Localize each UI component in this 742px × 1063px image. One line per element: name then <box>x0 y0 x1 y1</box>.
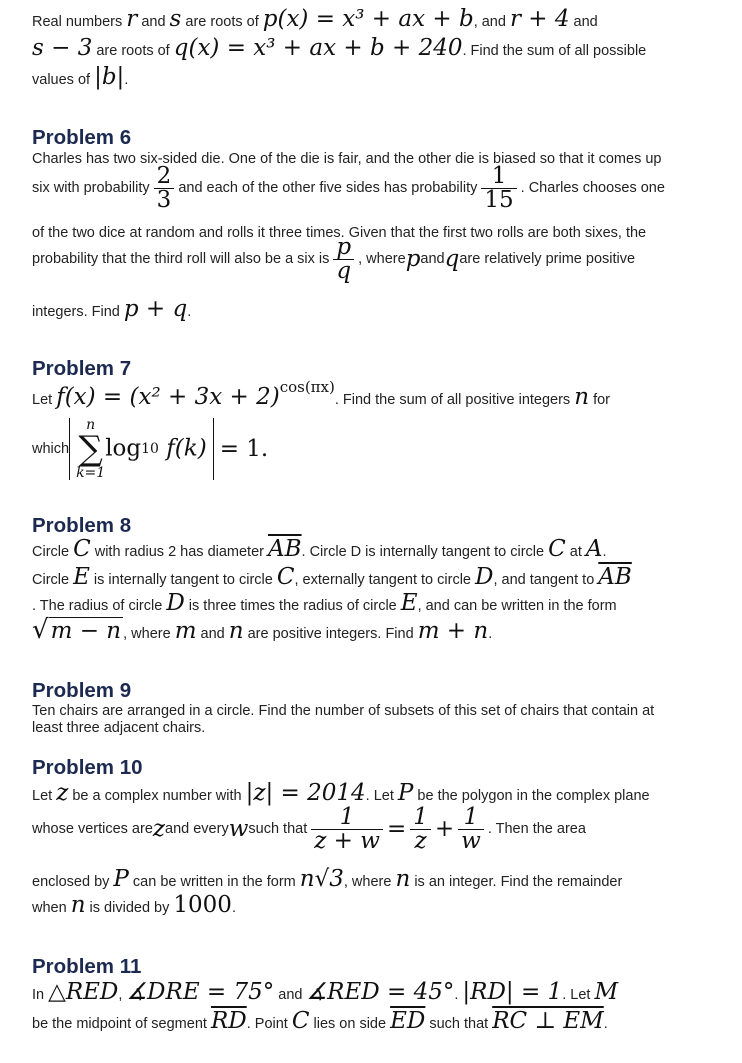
denominator: z + w <box>311 829 383 853</box>
text: at <box>565 544 586 560</box>
fraction-1-over-w <box>458 806 484 853</box>
math-equals: = <box>386 816 407 842</box>
text: six with probability <box>32 180 150 197</box>
p6-line-2 <box>32 165 665 212</box>
text: enclosed by <box>32 874 114 890</box>
sum-lower: k=1 <box>76 465 106 481</box>
text: such that <box>425 1016 493 1032</box>
math-p-of-x: p(x) = x³ + ax + b <box>262 6 474 32</box>
math-E: E <box>73 564 90 590</box>
numerator: 2 <box>156 163 172 189</box>
text: . Charles chooses one <box>520 180 665 197</box>
math-m-plus-n: m + n <box>417 618 489 644</box>
math-RC-perp-EM: RC ⊥ EM <box>492 1008 604 1034</box>
text: , and <box>473 14 510 30</box>
text: for <box>589 392 610 408</box>
math-r-plus-4: r + 4 <box>509 6 570 32</box>
math-p-plus-q: p + q <box>123 296 188 322</box>
math-P: P <box>113 866 129 892</box>
numerator: p <box>336 234 352 260</box>
problem-6-title: Problem 6 <box>32 126 132 149</box>
p10-line-1 <box>32 782 650 805</box>
sum-symbol <box>76 418 105 480</box>
numerator: 1 <box>339 804 355 830</box>
text: and <box>274 987 307 1003</box>
math-D: D <box>475 564 494 590</box>
sigma-icon: ∑ <box>78 429 103 469</box>
math-angle-RED: ∡RED = 45° <box>306 979 455 1005</box>
text: and <box>420 251 445 268</box>
math-RD: $\overline{RD}$ <box>210 1008 247 1034</box>
numerator: 1 <box>463 804 479 830</box>
text: , where <box>358 251 406 268</box>
text: . Find the sum of all possible <box>462 43 647 59</box>
problem-11-title: Problem 11 <box>32 955 142 978</box>
problem-7-title: Problem 7 <box>32 357 132 380</box>
math-A: A <box>585 536 603 562</box>
text: is three times the radius of circle <box>184 598 401 614</box>
text: are relatively prime positive <box>459 251 636 268</box>
math-C: C <box>73 536 91 562</box>
math-n-root-3: n√3 <box>299 866 344 892</box>
fraction-1-over-z <box>410 806 431 853</box>
p5-line-2 <box>32 37 646 60</box>
fraction-1-over-z-plus-w <box>311 806 383 853</box>
math-D: D <box>166 590 185 616</box>
math-C: C <box>291 1008 310 1034</box>
text: and every <box>165 821 229 838</box>
p8-line-1 <box>32 538 607 561</box>
text: integers. Find <box>32 304 124 320</box>
math-angle-DRE: ∡DRE = 75° <box>126 979 275 1005</box>
p11-line-2 <box>32 1010 608 1033</box>
math-abs-z: |z| = 2014 <box>245 780 366 806</box>
fraction-1-15 <box>481 165 516 212</box>
text: lies on side <box>309 1016 391 1032</box>
text: and each of the other five sides has probability <box>178 180 478 197</box>
math-n: n <box>574 384 590 410</box>
text: probability that the third roll will also be a six is <box>32 251 330 268</box>
fraction-p-q <box>333 236 354 283</box>
math-ED: $\overline{ED}$ <box>390 1008 426 1034</box>
math-m-minus-n: m − n <box>50 618 122 644</box>
text: . Circle D is internally tangent to circle <box>301 544 549 560</box>
text: such that <box>248 821 308 838</box>
math-m: m <box>174 618 197 644</box>
text: and <box>569 14 598 30</box>
math-n: n <box>395 866 411 892</box>
text: values of <box>32 72 95 88</box>
text: . <box>454 987 463 1003</box>
p8-line-2 <box>32 566 632 589</box>
denominator: w <box>458 829 484 853</box>
p7-line-2 <box>32 418 268 480</box>
math-q: q <box>444 246 460 272</box>
math-AB: $\overline{AB}$ <box>598 564 632 590</box>
numerator: 1 <box>491 163 507 189</box>
text: and <box>137 14 170 30</box>
denominator: 15 <box>481 188 516 212</box>
p5-line-1 <box>32 8 598 31</box>
math-q-of-x: q(x) = x³ + ax + b + 240 <box>173 35 463 61</box>
math-f-of-k: f(k) <box>158 435 207 462</box>
math-P: P <box>397 780 414 806</box>
text: . <box>187 304 192 320</box>
text: with radius 2 has diameter <box>90 544 269 560</box>
denominator: 3 <box>154 188 175 212</box>
math-n: n <box>228 618 244 644</box>
sum-upper: n <box>86 417 96 433</box>
text: , <box>118 987 127 1003</box>
text: , and can be written in the form <box>417 598 617 614</box>
problem-8-title: Problem 8 <box>32 514 132 537</box>
text: . Let <box>562 987 595 1003</box>
math-s-minus-3: s − 3 <box>32 35 93 61</box>
text: . Point <box>246 1016 292 1032</box>
math-triangle-RED: △RED <box>48 979 119 1005</box>
math-C: C <box>276 564 295 590</box>
math-abs-sum <box>69 418 214 480</box>
p8-line-4 <box>32 617 492 643</box>
math-E: E <box>400 590 418 616</box>
text: Let <box>32 392 57 408</box>
problem-9-title: Problem 9 <box>32 679 132 702</box>
text: , where <box>123 626 175 642</box>
text: . <box>231 900 236 916</box>
text: Circle <box>32 544 74 560</box>
text: can be written in the form <box>128 874 300 890</box>
text: . <box>603 1016 608 1032</box>
math-z: z <box>152 816 166 842</box>
text: is divided by <box>85 900 174 916</box>
text: is an integer. Find the remainder <box>410 874 623 890</box>
math-exponent: cos(πx) <box>279 378 335 396</box>
p10-line-3 <box>32 868 622 891</box>
math-r: r <box>126 6 138 32</box>
text: when <box>32 900 71 916</box>
p6-line-1: Charles has two six-sided die. One of the die is fair, and the other die is biased so that it comes up <box>32 151 662 167</box>
math-abs-b: |b| <box>94 64 125 90</box>
math-w: w <box>228 816 249 842</box>
text: is internally tangent to circle <box>89 572 277 588</box>
p6-line-3: of the two dice at random and rolls it three times. Given that the first two rolls are both sixes, the <box>32 225 647 241</box>
text: . <box>488 626 493 642</box>
p10-line-4 <box>32 894 236 917</box>
math-plus: + <box>434 816 455 842</box>
problem-10-title: Problem 10 <box>32 756 143 779</box>
p8-line-3 <box>32 592 617 615</box>
math-log-base: 10 <box>141 441 159 457</box>
text: Let <box>32 788 57 804</box>
numerator: 1 <box>413 804 428 830</box>
p6-line-5 <box>32 298 191 321</box>
math-AB: $\overline{AB}$ <box>268 536 302 562</box>
text: are roots of <box>181 14 263 30</box>
math-M: M <box>594 979 619 1005</box>
math-1000: 1000 <box>173 892 232 918</box>
text: In <box>32 987 49 1003</box>
text: and <box>196 626 229 642</box>
math-n: n <box>70 892 86 918</box>
text: be the polygon in the complex plane <box>413 788 650 804</box>
text: are roots of <box>92 43 174 59</box>
text: . Find the sum of all positive integers <box>334 392 575 408</box>
text: , and tangent to <box>493 572 599 588</box>
denominator: q <box>333 259 354 283</box>
math-z: z <box>56 780 69 806</box>
denominator: z <box>410 829 431 853</box>
p7-line-1 <box>32 380 610 409</box>
p9-line-2: least three adjacent chairs. <box>32 720 206 736</box>
text: which <box>32 440 70 457</box>
text: . Then the area <box>487 821 586 838</box>
text: be a complex number with <box>68 788 246 804</box>
math-C: C <box>548 536 566 562</box>
math-log: log <box>105 435 142 462</box>
text: be the midpoint of segment <box>32 1016 211 1032</box>
math-p: p <box>405 246 421 272</box>
p10-line-2 <box>32 806 586 853</box>
fraction-2-3 <box>154 165 175 212</box>
p6-line-4 <box>32 236 635 283</box>
text: . The radius of circle <box>32 598 167 614</box>
text: are positive integers. Find <box>243 626 418 642</box>
text: . Let <box>365 788 398 804</box>
text: . <box>602 544 607 560</box>
text: , externally tangent to circle <box>294 572 476 588</box>
math-equals-1: = 1. <box>219 435 269 462</box>
text: , where <box>343 874 396 890</box>
p11-line-1 <box>32 981 618 1004</box>
text: whose vertices are <box>32 821 153 838</box>
text: Real numbers <box>32 14 127 30</box>
math-abs-RD: |RD| = 1 <box>462 979 563 1005</box>
math-s: s <box>169 6 182 32</box>
p9-line-1: Ten chairs are arranged in a circle. Find the number of subsets of this set of chairs that contain at <box>32 703 655 719</box>
sqrt-icon: √ <box>32 615 49 645</box>
text: . <box>124 72 129 88</box>
p5-line-3 <box>32 66 128 89</box>
math-f-of-x: f(x) = (x² + 3x + 2) <box>56 384 280 410</box>
text: Circle <box>32 572 74 588</box>
